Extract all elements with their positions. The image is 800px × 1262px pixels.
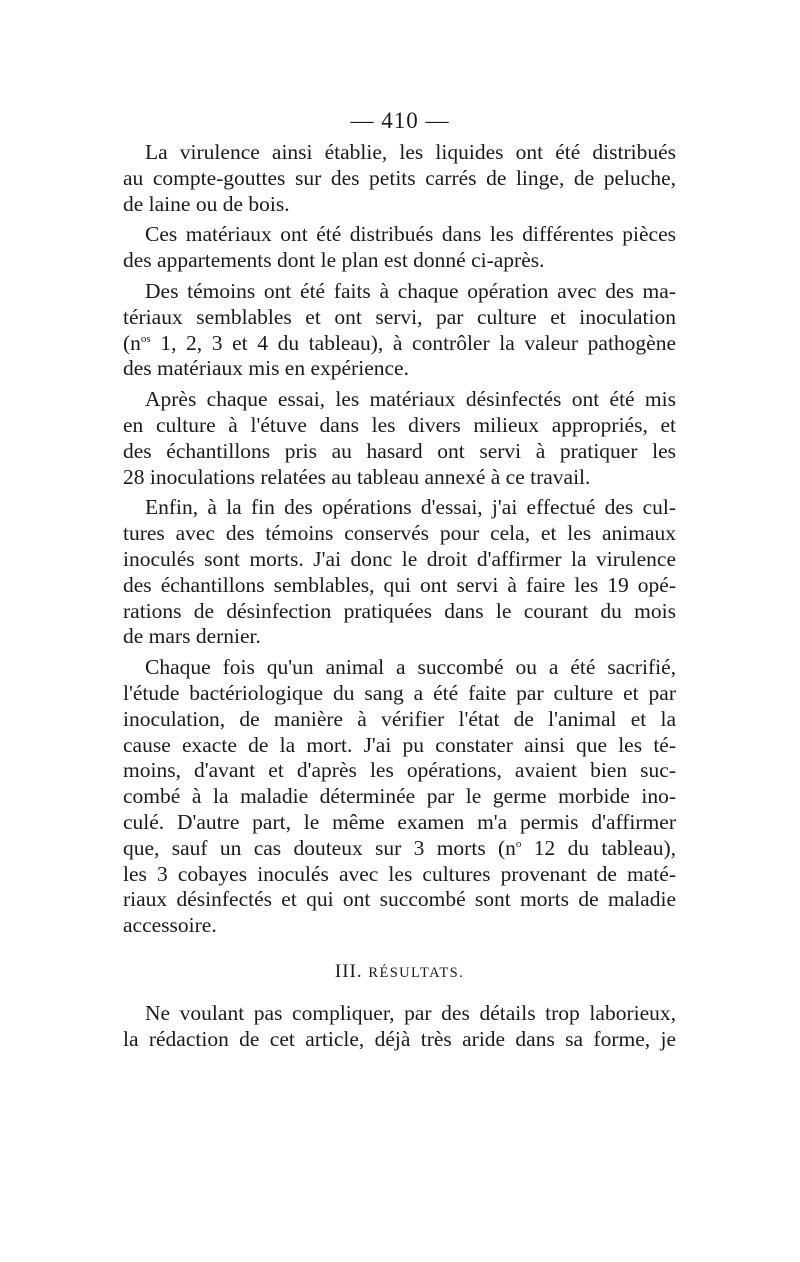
text-line: l'étude bactériologique du sang a été faite par culture et par xyxy=(123,680,676,705)
text-line: des appartements dont le plan est donné ci-après. xyxy=(123,248,545,273)
paragraph-7 xyxy=(123,1001,676,1053)
text-line: tériaux semblables et ont servi, par culture et inoculation xyxy=(123,304,676,329)
text-line: 28 inoculations relatées au tableau annexé à ce travail. xyxy=(123,464,591,489)
text-line: de mars dernier. xyxy=(123,624,261,649)
page-number: — 410 — xyxy=(350,108,450,133)
text-line: la rédaction de cet article, déjà très aride dans sa forme, je xyxy=(123,1026,676,1051)
text-line: des échantillons pris au hasard ont servi à pratiquer les xyxy=(123,438,676,463)
text-line: accessoire. xyxy=(123,913,217,938)
paragraph-6 xyxy=(123,655,676,939)
text-line: inoculation, de manière à vérifier l'état de l'animal et la xyxy=(123,706,676,731)
text-line: Ne voulant pas compliquer, par des détails trop laborieux, xyxy=(145,1000,676,1025)
text-line: les 3 cobayes inoculés avec les cultures provenant de maté- xyxy=(123,861,676,886)
text-line: des échantillons semblables, qui ont servi à faire les 19 opé- xyxy=(123,572,676,597)
section-title: RÉSULTATS. xyxy=(368,964,465,981)
text-line: en culture à l'étuve dans les divers milieux appropriés, et xyxy=(123,412,676,437)
superscript: os xyxy=(140,332,151,345)
paragraph-2 xyxy=(123,222,676,274)
paragraph-5 xyxy=(123,495,676,650)
text-line: moins, d'avant et d'après les opérations, avaient bien suc- xyxy=(123,758,676,783)
paragraph-1 xyxy=(123,140,676,217)
paragraph-3 xyxy=(123,279,676,382)
text-line: que, sauf un cas douteux sur 3 morts ($n^o$ 12 du tableau), xyxy=(123,835,676,860)
text-line: de laine ou de bois. xyxy=(123,191,290,216)
number-abbrev: (n xyxy=(123,330,141,355)
text-line: tures avec des témoins conservés pour cela, et les animaux xyxy=(123,521,676,546)
paragraph-4 xyxy=(123,387,676,490)
text-line: des matériaux mis en expérience. xyxy=(123,356,409,381)
body-text xyxy=(123,140,676,1053)
text-line: Ces matériaux ont été distribués dans les différentes pièces xyxy=(145,222,676,247)
text-line: inoculés sont morts. J'ai donc le droit d'affirmer la virulence xyxy=(123,546,676,571)
text-line: Des témoins ont été faits à chaque opération avec des ma- xyxy=(145,278,676,303)
text-line: La virulence ainsi établie, les liquides ont été distribués xyxy=(145,140,676,164)
section-heading xyxy=(123,959,676,985)
text-line: ($n^{os}$ 1, 2, 3 et 4 du tableau), à contrôler la valeur pathogène xyxy=(123,330,677,355)
text-line: Après chaque essai, les matériaux désinfectés ont été mis xyxy=(145,387,676,412)
text-line: rations de désinfection pratiquées dans le courant du mois xyxy=(123,598,676,623)
section-number: III. xyxy=(334,960,363,982)
text-line: combé à la maladie déterminée par le germe morbide ino- xyxy=(123,784,676,809)
text-line: Enfin, à la fin des opérations d'essai, j'ai effectué des cul- xyxy=(145,495,676,520)
text-line: cause exacte de la mort. J'ai pu constater ainsi que les té- xyxy=(123,732,676,757)
text-line: culé. D'autre part, le même examen m'a permis d'affirmer xyxy=(123,809,676,834)
text-line: Chaque fois qu'un animal a succombé ou a été sacrifié, xyxy=(145,655,676,680)
text-line: riaux désinfectés et qui ont succombé sont morts de maladie xyxy=(123,887,676,912)
text-line: au compte-gouttes sur des petits carrés de linge, de peluche, xyxy=(123,165,676,190)
superscript: o xyxy=(515,837,522,850)
